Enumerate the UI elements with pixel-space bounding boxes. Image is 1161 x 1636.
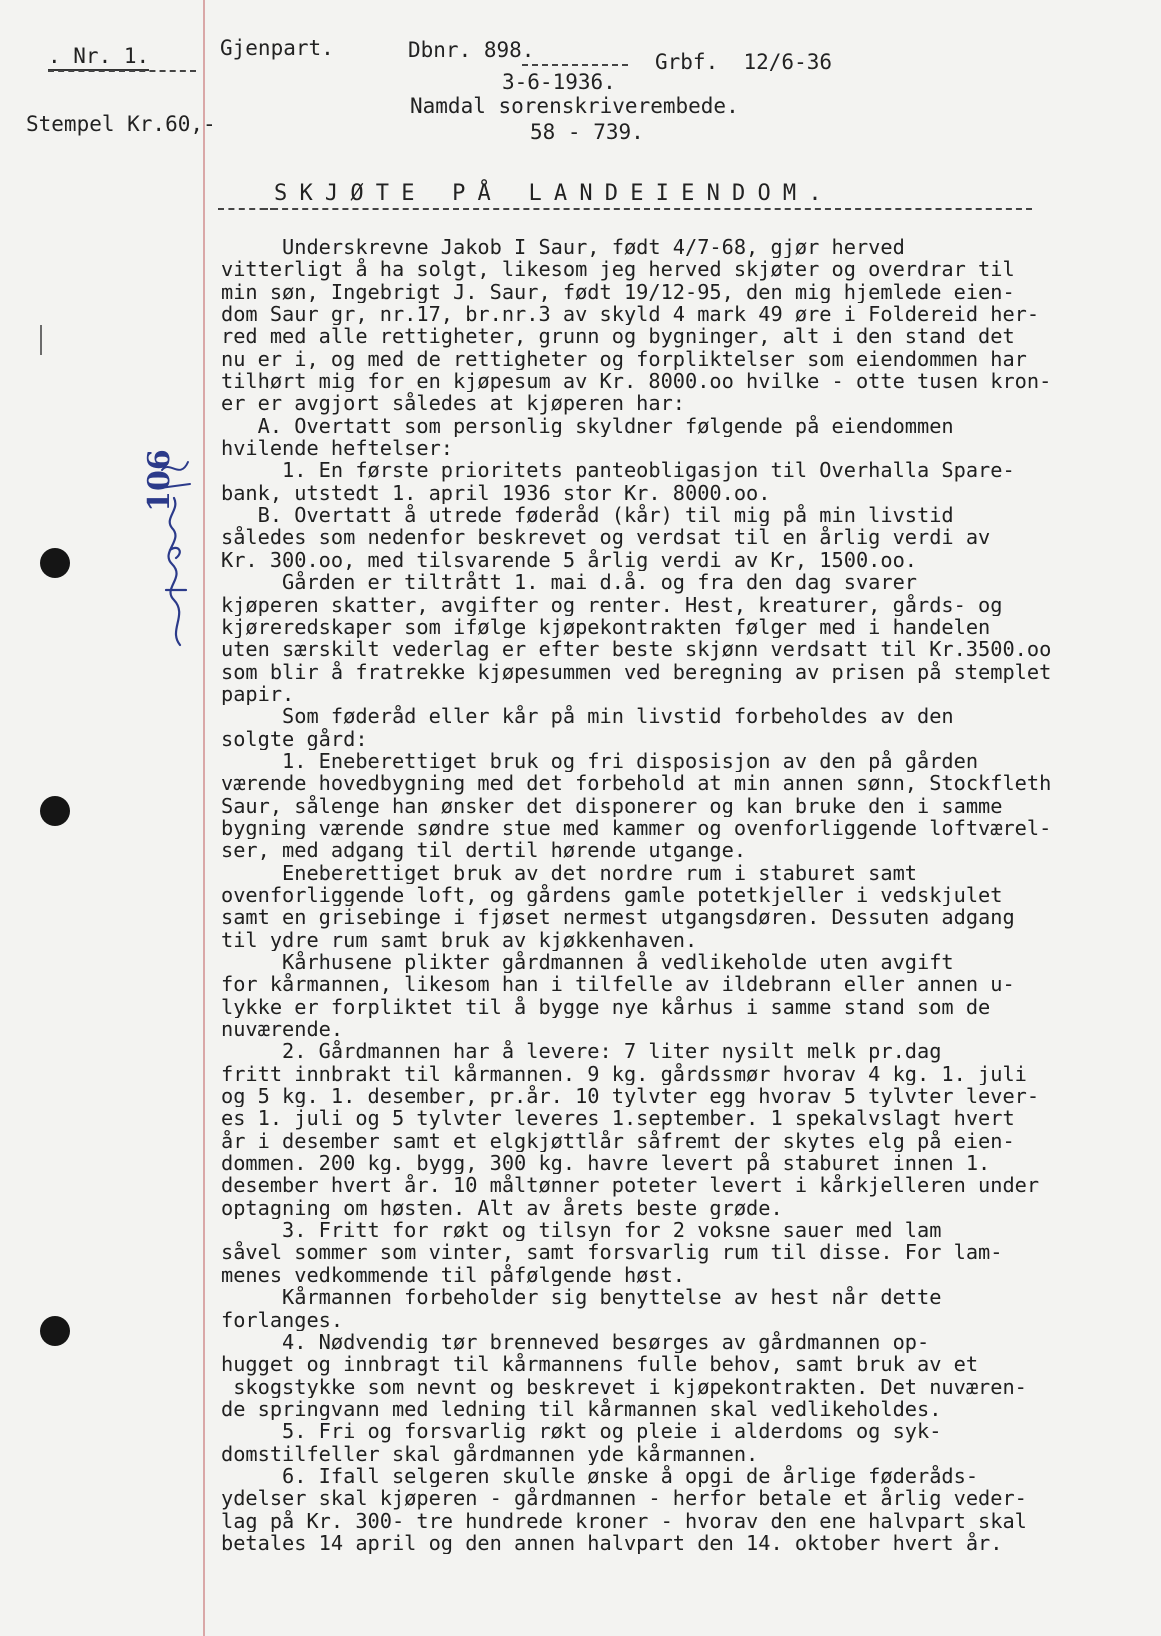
- body-line: er er avgjort således at kjøperen har:: [221, 392, 685, 415]
- body-line: 3. Fritt for røkt og tilsyn for 2 voksne sauer med lam: [221, 1219, 942, 1242]
- body-line: 1. Eneberettiget bruk og fri disposisjon av den på gården: [221, 749, 979, 773]
- document-number: . Nr. 1.: [48, 44, 149, 71]
- body-line: ydelser skal kjøperen - gårdmannen - herfor betale et årlig veder-: [221, 1487, 1027, 1510]
- gjenpart-label: Gjenpart.: [220, 36, 334, 60]
- body-line: 1. En første prioritets panteobligasjon til Overhalla Spare-: [221, 459, 1015, 482]
- margin-line: [203, 0, 205, 1636]
- body-line: min søn, Ingebrigt J. Saur, født 19/12-95, den mig hjemlede eien-: [221, 280, 1015, 304]
- body-line: dom Saur gr, nr.17, br.nr.3 av skyld 4 mark 49 øre i Foldereid her-: [221, 303, 1040, 326]
- body-line: vitterligt å ha solgt, likesom jeg herved skjøter og overdrar til: [221, 258, 1015, 281]
- reference-number: 58 - 739.: [530, 120, 644, 144]
- body-line: menes vedkommende til påfølgende høst.: [221, 1263, 685, 1287]
- body-line: 4. Nødvendig tør brenneved besørges av gårdmannen op-: [221, 1330, 930, 1354]
- body-line: Som føderåd eller kår på min livstid forbeholdes av den: [221, 705, 954, 728]
- body-line: samt en grisebinge i fjøset nermest utgangsdøren. Dessuten adgang: [221, 906, 1015, 929]
- body-line: hvilende heftelser:: [221, 437, 453, 460]
- body-line: og 5 kg. 1. desember, pr.år. 10 tylvter egg hvorav 5 tylvter lever-: [221, 1085, 1040, 1108]
- punch-hole-icon: [40, 796, 70, 826]
- body-line: skogstykke som nevnt og beskrevet i kjøpekontrakten. Det nuværen-: [221, 1375, 1027, 1398]
- body-line: bygning værende søndre stue med kammer og ovenforliggende loftværel-: [221, 816, 1052, 840]
- body-line: således som nedenfor beskrevet og verdsat til en årlig verdi av: [221, 526, 991, 549]
- body-line: B. Overtatt å utrede føderåd (kår) til mig på min livstid: [221, 504, 954, 527]
- body-line: 6. Ifall selgeren skulle ønske å opgi de årlige føderåds-: [221, 1464, 979, 1488]
- body-line: ser, med adgang til dertil hørende utgange.: [221, 839, 747, 862]
- body-line: værende hovedbygning med det forbehold at min annen sønn, Stockfleth: [221, 772, 1052, 795]
- office-name: Namdal sorenskriverembede.: [410, 94, 739, 118]
- body-line: som blir å fratrekke kjøpesummen ved beregning av prisen på stemplet: [221, 660, 1052, 683]
- title-underline: [262, 208, 1032, 210]
- body-line: ovenforliggende loft, og gårdens gamle potetkjeller i vedskjulet: [221, 883, 1003, 907]
- body-line: Kårhusene plikter gårdmannen å vedlikeholde uten avgift: [221, 951, 954, 974]
- body-line: 2. Gårdmannen har å levere: 7 liter nysilt melk pr.dag: [221, 1040, 942, 1063]
- body-line: forlanges.: [221, 1308, 344, 1331]
- margin-stamp-number: 106: [141, 449, 177, 512]
- body-line: Kr. 300.oo, med tilsvarende 5 årlig verdi av Kr, 1500.oo.: [221, 548, 917, 572]
- body-line: uten særskilt vederlag er efter beste skjønn verdsatt til Kr.3500.oo: [221, 638, 1052, 661]
- margin-signature-icon: [150, 440, 198, 650]
- document-body: [221, 236, 1156, 1554]
- number-underline: [48, 70, 196, 72]
- body-line: til ydre rum samt bruk av kjøkkenhaven.: [221, 928, 698, 951]
- stamp-duty: Stempel Kr.60,-: [26, 112, 216, 136]
- body-line: for kårmannen, likesom han i tilfelle av ildebrann eller annen u-: [221, 973, 1015, 996]
- punch-hole-icon: [40, 1316, 70, 1346]
- body-line: år i desember samt et elgkjøttlår såfremt der skytes elg på eien-: [221, 1129, 1015, 1153]
- dbnr-label: Dbnr. 898.: [408, 38, 535, 62]
- body-line: de springvann med ledning til kårmannen skal vedlikeholdes.: [221, 1397, 942, 1421]
- body-line: Eneberettiget bruk av det nordre rum i staburet samt: [221, 861, 917, 884]
- margin-tick: [40, 325, 42, 355]
- body-line: betales 14 april og den annen halvpart den 14. oktober hvert år.: [221, 1531, 1003, 1555]
- body-line: domstilfeller skal gårdmannen yde kårmannen.: [221, 1442, 759, 1465]
- body-line: Underskrevne Jakob I Saur, født 4/7-68, gjør herved: [221, 236, 905, 259]
- body-line: dommen. 200 kg. bygg, 300 kg. havre levert på staburet innen 1.: [221, 1152, 991, 1175]
- punch-hole-icon: [40, 548, 70, 578]
- body-line: lag på Kr. 300- tre hundrede kroner - hvorav den ene halvpart skal: [221, 1509, 1027, 1532]
- body-line: es 1. juli og 5 tylvter leveres 1.september. 1 spekalvslagt hvert: [221, 1107, 1015, 1130]
- body-line: nu er i, og med de rettigheter og forpliktelser som eiendommen har: [221, 347, 1027, 371]
- body-line: papir.: [221, 682, 295, 706]
- body-line: red med alle rettigheter, grunn og bygninger, alt i den stand det: [221, 325, 1015, 348]
- dbnr-underline: [522, 64, 628, 66]
- body-line: kjøreredskaper som ifølge kjøpekontrakten følger med i handelen: [221, 615, 991, 639]
- body-line: Gården er tiltrått 1. mai d.å. og fra den dag svarer: [221, 571, 917, 594]
- document-date: 3-6-1936.: [502, 70, 616, 94]
- grbf-label: Grbf. 12/6-36: [655, 50, 833, 74]
- body-line: optagning om høsten. Alt av årets beste grøde.: [221, 1196, 783, 1220]
- body-line: 5. Fri og forsvarlig røkt og pleie i alderdoms og syk-: [221, 1420, 942, 1443]
- body-line: fritt innbrakt til kårmannen. 9 kg. gårdssmør hvorav 4 kg. 1. juli: [221, 1062, 1027, 1086]
- body-line: kjøperen skatter, avgifter og renter. Hest, kreaturer, gårds- og: [221, 593, 1003, 616]
- body-line: bank, utstedt 1. april 1936 stor Kr. 8000.oo.: [221, 481, 771, 505]
- body-line: såvel sommer som vinter, samt forsvarlig rum til disse. For lam-: [221, 1241, 1003, 1264]
- body-line: A. Overtatt som personlig skyldner følgende på eiendommen: [221, 414, 954, 438]
- body-line: lykke er forpliktet til å bygge nye kårhus i samme stand som de: [221, 995, 991, 1019]
- body-line: tilhørt mig for en kjøpesum av Kr. 8000.oo hvilke - otte tusen kron-: [221, 370, 1052, 393]
- body-line: desember hvert år. 10 måltønner poteter levert i kårkjelleren under: [221, 1174, 1040, 1197]
- document-title: SKJØTE PÅ LANDEIENDOM.: [274, 181, 834, 206]
- body-line: hugget og innbragt til kårmannens fulle behov, samt bruk av et: [221, 1353, 979, 1376]
- body-line: Kårmannen forbeholder sig benyttelse av hest når dette: [221, 1286, 942, 1309]
- body-line: nuværende.: [221, 1018, 344, 1041]
- body-line: Saur, sålenge han ønsker det disponerer og kan bruke den i samme: [221, 794, 1003, 817]
- body-line: solgte gård:: [221, 727, 368, 750]
